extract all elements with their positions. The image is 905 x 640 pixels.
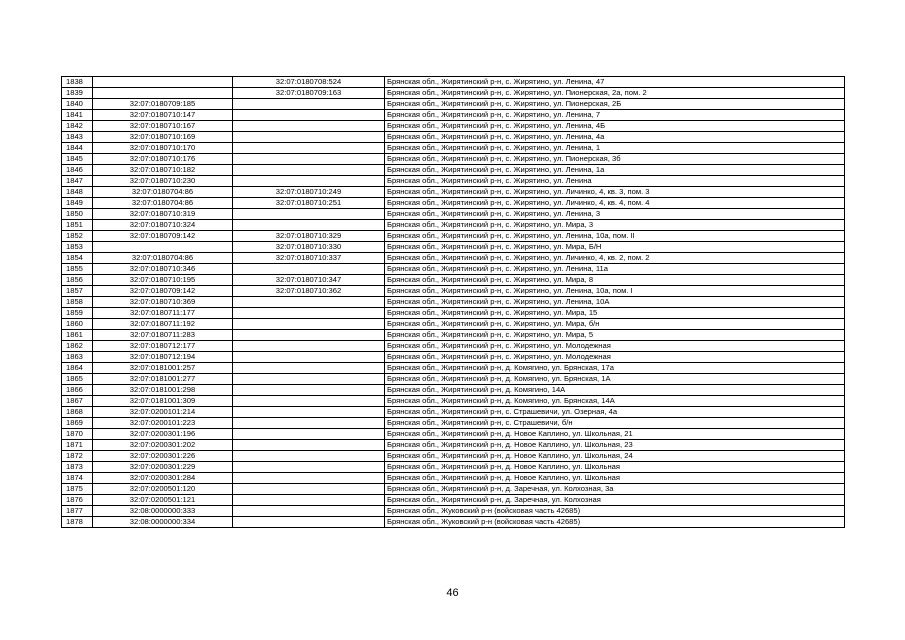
related-cadastral-number-cell (233, 451, 385, 462)
cadastral-number-cell: 32:08:0000000:334 (93, 517, 233, 528)
related-cadastral-number-cell (233, 407, 385, 418)
cadastral-number-cell: 32:07:0180704:86 (93, 198, 233, 209)
related-cadastral-number-cell: 32:07:0180710:249 (233, 187, 385, 198)
row-number-cell: 1877 (62, 506, 93, 517)
cadastral-number-cell: 32:07:0181001:257 (93, 363, 233, 374)
related-cadastral-number-cell: 32:07:0180710:330 (233, 242, 385, 253)
cadastral-number-cell: 32:07:0180711:192 (93, 319, 233, 330)
row-number-cell: 1865 (62, 374, 93, 385)
related-cadastral-number-cell (233, 209, 385, 220)
table-row (62, 506, 845, 517)
cadastral-number-cell: 32:07:0180710:182 (93, 165, 233, 176)
row-number-cell: 1852 (62, 231, 93, 242)
related-cadastral-number-cell (233, 110, 385, 121)
related-cadastral-number-cell: 32:07:0180710:251 (233, 198, 385, 209)
row-number-cell: 1871 (62, 440, 93, 451)
table-row (62, 418, 845, 429)
address-cell: Брянская обл., Жирятинский р-н, с. Жирятино, ул. Личинко, 4, кв. 3, пом. 3 (385, 187, 845, 198)
related-cadastral-number-cell (233, 99, 385, 110)
row-number-cell: 1859 (62, 308, 93, 319)
cadastral-number-cell (93, 242, 233, 253)
address-cell: Брянская обл., Жирятинский р-н, д. Комягино, ул. Брянская, 17а (385, 363, 845, 374)
row-number-cell: 1850 (62, 209, 93, 220)
cadastral-number-cell: 32:07:0180712:194 (93, 352, 233, 363)
related-cadastral-number-cell (233, 506, 385, 517)
row-number-cell: 1860 (62, 319, 93, 330)
address-cell: Брянская обл., Жирятинский р-н, д. Заречная, ул. Колхозная (385, 495, 845, 506)
address-cell: Брянская обл., Жирятинский р-н, с. Жирятино, ул. Пионерская, 2Б (385, 99, 845, 110)
address-cell: Брянская обл., Жирятинский р-н, с. Жирятино, ул. Мира, б/н (385, 319, 845, 330)
table-row (62, 429, 845, 440)
related-cadastral-number-cell (233, 484, 385, 495)
row-number-cell: 1857 (62, 286, 93, 297)
cadastral-number-cell: 32:07:0180710:169 (93, 132, 233, 143)
address-cell: Брянская обл., Жирятинский р-н, с. Жирятино, ул. Мира, Б/Н (385, 242, 845, 253)
related-cadastral-number-cell (233, 121, 385, 132)
table-row (62, 374, 845, 385)
row-number-cell: 1841 (62, 110, 93, 121)
table-row (62, 220, 845, 231)
table-row (62, 319, 845, 330)
row-number-cell: 1875 (62, 484, 93, 495)
row-number-cell: 1866 (62, 385, 93, 396)
table-row (62, 330, 845, 341)
cadastral-number-cell: 32:08:0000000:333 (93, 506, 233, 517)
row-number-cell: 1876 (62, 495, 93, 506)
address-cell: Брянская обл., Жирятинский р-н, д. Комягино, 14А (385, 385, 845, 396)
table-row (62, 473, 845, 484)
cadastral-number-cell: 32:07:0180710:195 (93, 275, 233, 286)
table-row (62, 297, 845, 308)
cadastral-number-cell: 32:07:0200301:226 (93, 451, 233, 462)
table-row (62, 143, 845, 154)
cadastral-number-cell: 32:07:0181001:298 (93, 385, 233, 396)
row-number-cell: 1862 (62, 341, 93, 352)
cadastral-number-cell: 32:07:0180709:185 (93, 99, 233, 110)
cadastral-number-cell: 32:07:0180710:346 (93, 264, 233, 275)
table-row (62, 176, 845, 187)
address-cell: Брянская обл., Жирятинский р-н, с. Жирятино, ул. Ленина, 10А (385, 297, 845, 308)
related-cadastral-number-cell (233, 352, 385, 363)
cadastral-number-cell: 32:07:0200101:223 (93, 418, 233, 429)
row-number-cell: 1873 (62, 462, 93, 473)
row-number-cell: 1858 (62, 297, 93, 308)
table-row (62, 198, 845, 209)
page-number: 46 (446, 587, 459, 599)
related-cadastral-number-cell (233, 297, 385, 308)
address-cell: Брянская обл., Жирятинский р-н, с. Жирятино, ул. Ленина, 1а (385, 165, 845, 176)
table-row (62, 242, 845, 253)
address-cell: Брянская обл., Жирятинский р-н, с. Жирятино, ул. Ленина, 4Б (385, 121, 845, 132)
row-number-cell: 1848 (62, 187, 93, 198)
row-number-cell: 1856 (62, 275, 93, 286)
row-number-cell: 1867 (62, 396, 93, 407)
row-number-cell: 1870 (62, 429, 93, 440)
related-cadastral-number-cell (233, 341, 385, 352)
address-cell: Брянская обл., Жирятинский р-н, с. Жирятино, ул. Пионерская, 2а, пом. 2 (385, 88, 845, 99)
cadastral-number-cell: 32:07:0180711:283 (93, 330, 233, 341)
row-number-cell: 1842 (62, 121, 93, 132)
row-number-cell: 1861 (62, 330, 93, 341)
address-cell: Брянская обл., Жирятинский р-н, с. Жирятино, ул. Молодежная (385, 352, 845, 363)
table-row (62, 275, 845, 286)
row-number-cell: 1846 (62, 165, 93, 176)
cadastral-number-cell: 32:07:0180710:167 (93, 121, 233, 132)
related-cadastral-number-cell: 32:07:0180710:347 (233, 275, 385, 286)
table-row (62, 88, 845, 99)
address-cell: Брянская обл., Жирятинский р-н, с. Жирятино, ул. Ленина, 11а (385, 264, 845, 275)
table-row (62, 154, 845, 165)
table-row (62, 286, 845, 297)
address-cell: Брянская обл., Жирятинский р-н, с. Жирятино, ул. Пионерская, 3б (385, 154, 845, 165)
table-row (62, 187, 845, 198)
cadastral-number-cell: 32:07:0180710:324 (93, 220, 233, 231)
address-cell: Брянская обл., Жирятинский р-н, с. Жирятино, ул. Мира, 8 (385, 275, 845, 286)
row-number-cell: 1854 (62, 253, 93, 264)
table-row (62, 451, 845, 462)
cadastral-number-cell: 32:07:0180710:170 (93, 143, 233, 154)
related-cadastral-number-cell (233, 132, 385, 143)
cadastral-number-cell: 32:07:0180710:147 (93, 110, 233, 121)
address-cell: Брянская обл., Жирятинский р-н, с. Страшевичи, ул. Озерная, 4а (385, 407, 845, 418)
address-cell: Брянская обл., Жирятинский р-н, с. Жирятино, ул. Молодежная (385, 341, 845, 352)
table-row (62, 231, 845, 242)
row-number-cell: 1872 (62, 451, 93, 462)
cadastral-number-cell: 32:07:0180710:230 (93, 176, 233, 187)
row-number-cell: 1840 (62, 99, 93, 110)
table-row (62, 99, 845, 110)
address-cell: Брянская обл., Жирятинский р-н, с. Жирятино, ул. Ленина, 10а, пом. II (385, 231, 845, 242)
table-row (62, 308, 845, 319)
row-number-cell: 1847 (62, 176, 93, 187)
cadastral-number-cell: 32:07:0180710:319 (93, 209, 233, 220)
related-cadastral-number-cell (233, 330, 385, 341)
related-cadastral-number-cell (233, 517, 385, 528)
address-cell: Брянская обл., Жирятинский р-н, с. Жирятино, ул. Личинко, 4, кв. 4, пом. 4 (385, 198, 845, 209)
row-number-cell: 1874 (62, 473, 93, 484)
cadastral-number-cell: 32:07:0200301:202 (93, 440, 233, 451)
cadastral-number-cell: 32:07:0200301:196 (93, 429, 233, 440)
related-cadastral-number-cell (233, 143, 385, 154)
related-cadastral-number-cell (233, 165, 385, 176)
related-cadastral-number-cell (233, 385, 385, 396)
cadastral-number-cell: 32:07:0180710:369 (93, 297, 233, 308)
related-cadastral-number-cell (233, 418, 385, 429)
address-cell: Брянская обл., Жирятинский р-н, д. Новое Каплино, ул. Школьная (385, 473, 845, 484)
address-cell: Брянская обл., Жуковский р-н (войсковая часть 42685) (385, 517, 845, 528)
table-row (62, 517, 845, 528)
table-row (62, 407, 845, 418)
address-cell: Брянская обл., Жирятинский р-н, с. Жирятино, ул. Ленина, 10а, пом. I (385, 286, 845, 297)
table-row (62, 165, 845, 176)
cadastral-number-cell: 32:07:0180711:177 (93, 308, 233, 319)
table-row (62, 209, 845, 220)
table-row (62, 352, 845, 363)
row-number-cell: 1843 (62, 132, 93, 143)
cadastral-number-cell: 32:07:0200501:120 (93, 484, 233, 495)
related-cadastral-number-cell: 32:07:0180710:362 (233, 286, 385, 297)
table-row (62, 77, 845, 88)
related-cadastral-number-cell (233, 220, 385, 231)
address-cell: Брянская обл., Жирятинский р-н, с. Жирятино, ул. Ленина, 3 (385, 209, 845, 220)
row-number-cell: 1853 (62, 242, 93, 253)
cadastral-number-cell: 32:07:0180704:86 (93, 187, 233, 198)
related-cadastral-number-cell (233, 176, 385, 187)
row-number-cell: 1844 (62, 143, 93, 154)
address-cell: Брянская обл., Жирятинский р-н, д. Новое Каплино, ул. Школьная, 23 (385, 440, 845, 451)
table-row (62, 385, 845, 396)
document-table (61, 76, 845, 528)
table-row (62, 396, 845, 407)
row-number-cell: 1869 (62, 418, 93, 429)
table-row (62, 484, 845, 495)
table-row (62, 462, 845, 473)
address-cell: Брянская обл., Жирятинский р-н, д. Заречная, ул. Колхозная, 3а (385, 484, 845, 495)
row-number-cell: 1878 (62, 517, 93, 528)
address-cell: Брянская обл., Жирятинский р-н, с. Жирятино, ул. Ленина, 1 (385, 143, 845, 154)
row-number-cell: 1868 (62, 407, 93, 418)
cadastral-number-cell: 32:07:0181001:277 (93, 374, 233, 385)
table-row (62, 110, 845, 121)
cadastral-number-cell: 32:07:0200301:284 (93, 473, 233, 484)
related-cadastral-number-cell (233, 396, 385, 407)
cadastral-number-cell: 32:07:0200101:214 (93, 407, 233, 418)
related-cadastral-number-cell: 32:07:0180709:163 (233, 88, 385, 99)
related-cadastral-number-cell (233, 473, 385, 484)
address-cell: Брянская обл., Жирятинский р-н, д. Новое Каплино, ул. Школьная (385, 462, 845, 473)
table-row (62, 440, 845, 451)
table-row (62, 363, 845, 374)
address-cell: Брянская обл., Жирятинский р-н, с. Страшевичи, б/н (385, 418, 845, 429)
cadastral-number-cell: 32:07:0180710:176 (93, 154, 233, 165)
table-row (62, 132, 845, 143)
related-cadastral-number-cell: 32:07:0180710:337 (233, 253, 385, 264)
address-cell: Брянская обл., Жирятинский р-н, с. Жирятино, ул. Мира, 3 (385, 220, 845, 231)
cadastral-number-cell: 32:07:0200501:121 (93, 495, 233, 506)
address-cell: Брянская обл., Жуковский р-н (войсковая часть 42685) (385, 506, 845, 517)
cadastral-number-cell: 32:07:0180709:142 (93, 286, 233, 297)
row-number-cell: 1845 (62, 154, 93, 165)
table-row (62, 264, 845, 275)
address-cell: Брянская обл., Жирятинский р-н, с. Жирятино, ул. Ленина, 4а (385, 132, 845, 143)
related-cadastral-number-cell (233, 154, 385, 165)
cadastral-number-cell: 32:07:0200301:229 (93, 462, 233, 473)
address-cell: Брянская обл., Жирятинский р-н, с. Жирятино, ул. Личинко, 4, кв. 2, пом. 2 (385, 253, 845, 264)
table-row (62, 341, 845, 352)
table-row (62, 495, 845, 506)
related-cadastral-number-cell: 32:07:0180710:329 (233, 231, 385, 242)
related-cadastral-number-cell: 32:07:0180708:524 (233, 77, 385, 88)
row-number-cell: 1855 (62, 264, 93, 275)
related-cadastral-number-cell (233, 495, 385, 506)
related-cadastral-number-cell (233, 440, 385, 451)
address-cell: Брянская обл., Жирятинский р-н, д. Комягино, ул. Брянская, 14А (385, 396, 845, 407)
table-body (62, 77, 845, 528)
table-row (62, 253, 845, 264)
row-number-cell: 1839 (62, 88, 93, 99)
related-cadastral-number-cell (233, 462, 385, 473)
address-cell: Брянская обл., Жирятинский р-н, д. Комягино, ул. Брянская, 1А (385, 374, 845, 385)
address-cell: Брянская обл., Жирятинский р-н, с. Жирятино, ул. Ленина, 7 (385, 110, 845, 121)
cadastral-number-cell (93, 88, 233, 99)
row-number-cell: 1864 (62, 363, 93, 374)
row-number-cell: 1863 (62, 352, 93, 363)
related-cadastral-number-cell (233, 374, 385, 385)
address-cell: Брянская обл., Жирятинский р-н, д. Новое Каплино, ул. Школьная, 21 (385, 429, 845, 440)
related-cadastral-number-cell (233, 429, 385, 440)
row-number-cell: 1851 (62, 220, 93, 231)
address-cell: Брянская обл., Жирятинский р-н, с. Жирятино, ул. Мира, 5 (385, 330, 845, 341)
address-cell: Брянская обл., Жирятинский р-н, с. Жирятино, ул. Ленина, 47 (385, 77, 845, 88)
cadastral-number-cell: 32:07:0180704:86 (93, 253, 233, 264)
row-number-cell: 1849 (62, 198, 93, 209)
address-cell: Брянская обл., Жирятинский р-н, д. Новое Каплино, ул. Школьная, 24 (385, 451, 845, 462)
row-number-cell: 1838 (62, 77, 93, 88)
cadastral-number-cell: 32:07:0181001:309 (93, 396, 233, 407)
cadastral-number-cell: 32:07:0180712:177 (93, 341, 233, 352)
related-cadastral-number-cell (233, 363, 385, 374)
related-cadastral-number-cell (233, 319, 385, 330)
address-cell: Брянская обл., Жирятинский р-н, с. Жирятино, ул. Мира, 15 (385, 308, 845, 319)
address-cell: Брянская обл., Жирятинский р-н, с. Жирятино, ул. Ленина (385, 176, 845, 187)
cadastral-number-cell: 32:07:0180709:142 (93, 231, 233, 242)
cadastral-number-cell (93, 77, 233, 88)
related-cadastral-number-cell (233, 308, 385, 319)
table-row (62, 121, 845, 132)
related-cadastral-number-cell (233, 264, 385, 275)
